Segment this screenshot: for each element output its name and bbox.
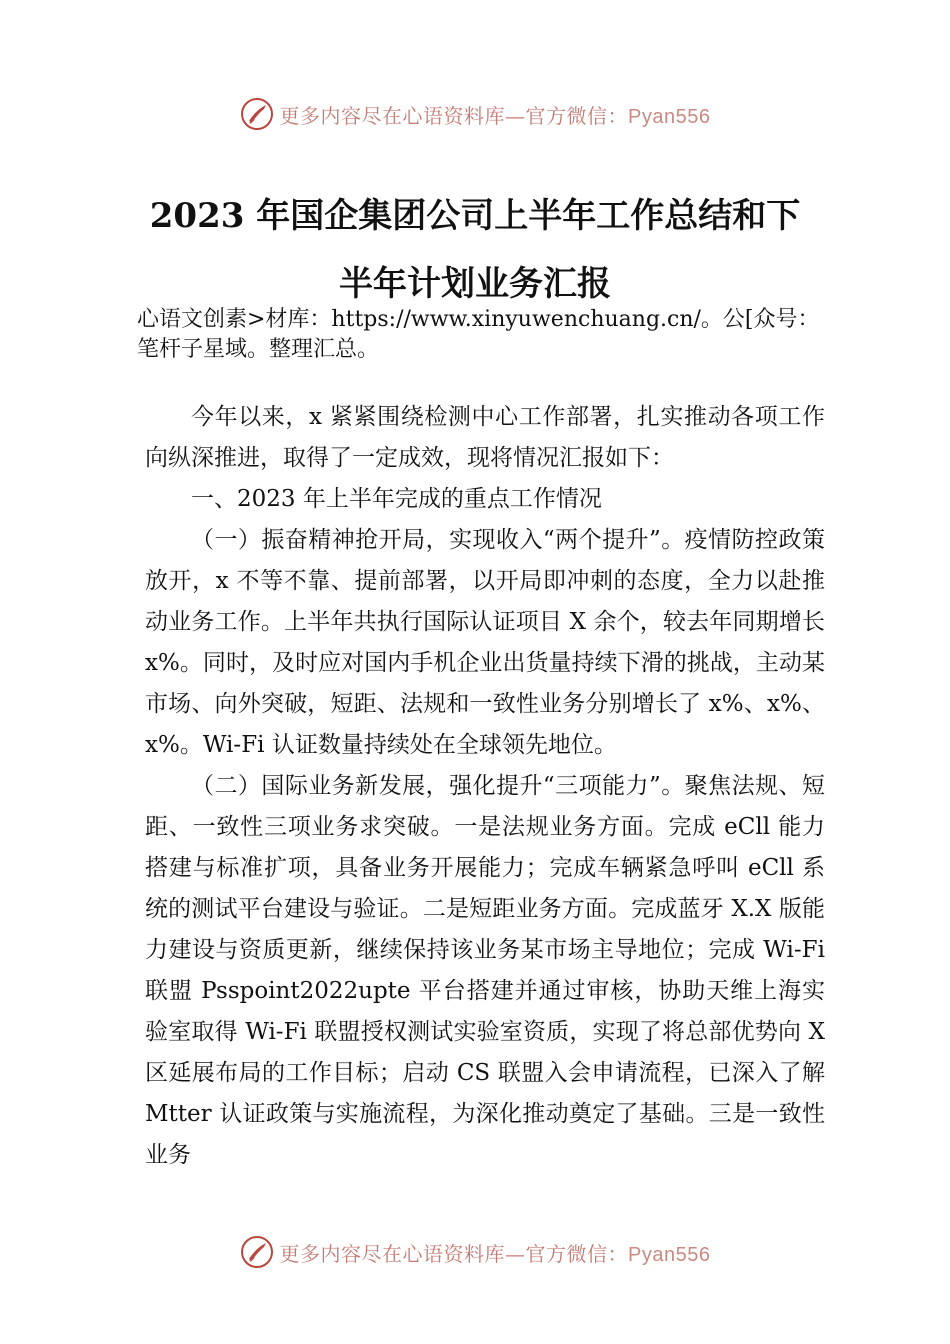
banner-label: 更多内容尽在心语资料库—官方微信：	[279, 103, 629, 128]
document-title-line-2: 半年计划业务汇报	[339, 264, 611, 304]
banner-content	[240, 1235, 711, 1269]
body-paragraph: 今年以来，x 紧紧围绕检测中心工作部署，扎实推动各项工作向纵深推进，取得了一定成效，现将情况汇报如下：	[145, 404, 825, 471]
body-paragraph: （二）国际业务新发展，强化提升“三项能力”。聚焦法规、短距、一致性三项业务求突破。一是法规业务方面。完成 eCll 能力搭建与标准扩项，具备业务开展能力；完成车辆紧急呼叫 eCll 系统的测试平台建设与验证。二是短距业务方面。完成蓝牙 X.X 版能力建设与资质更新，继续保持该业务某市场主导地位；完成 Wi-Fi 联盟 Psspoint2022upte 平台搭建并通过审核，协助天维上海实验室取得 Wi-Fi 联盟授权测试实验室资质，实现了将总部优势向 X 区延展布局的工作目标；启动 CS 联盟入会申请流程，已深入了解 Mtter 认证政策与实施流程，为深化推动奠定了基础。三是一致性业务	[145, 773, 825, 1168]
banner-text	[280, 1238, 711, 1267]
document-body	[145, 397, 825, 1176]
banner-label: 更多内容尽在心语资料库—官方微信：	[279, 1241, 629, 1266]
pen-seal-icon	[240, 97, 274, 131]
section-heading: 一、2023 年上半年完成的重点工作情况	[191, 486, 602, 512]
document-title-line-1: 2023 年国企集团公司上半年工作总结和下	[149, 196, 801, 236]
body-paragraph: （一）振奋精神抢开局，实现收入“两个提升”。疫情防控政策放开，x 不等不靠、提前部署，以开局即冲刺的态度，全力以赴推动业务工作。上半年共执行国际认证项目 X 余个，较去年同期增长 x%。同时，及时应对国内手机企业出货量持续下滑的挑战，主动某市场、向外突破，短距、法规和一致性业务分别增长了 x%、x%、x%。Wi-Fi 认证数量持续处在全球领先地位。	[145, 527, 825, 758]
banner-wechat-id: Pyan556	[628, 1243, 711, 1266]
bottom-banner	[0, 1232, 950, 1272]
banner-content	[240, 97, 711, 131]
top-banner	[0, 94, 950, 134]
pen-seal-icon	[240, 1235, 274, 1269]
banner-wechat-id: Pyan556	[628, 105, 711, 128]
source-note: 心语文创素>材库：https://www.xinyuwenchuang.cn/。公[众号：笔杆子星域。整理汇总。	[137, 307, 820, 362]
banner-text	[280, 100, 711, 129]
